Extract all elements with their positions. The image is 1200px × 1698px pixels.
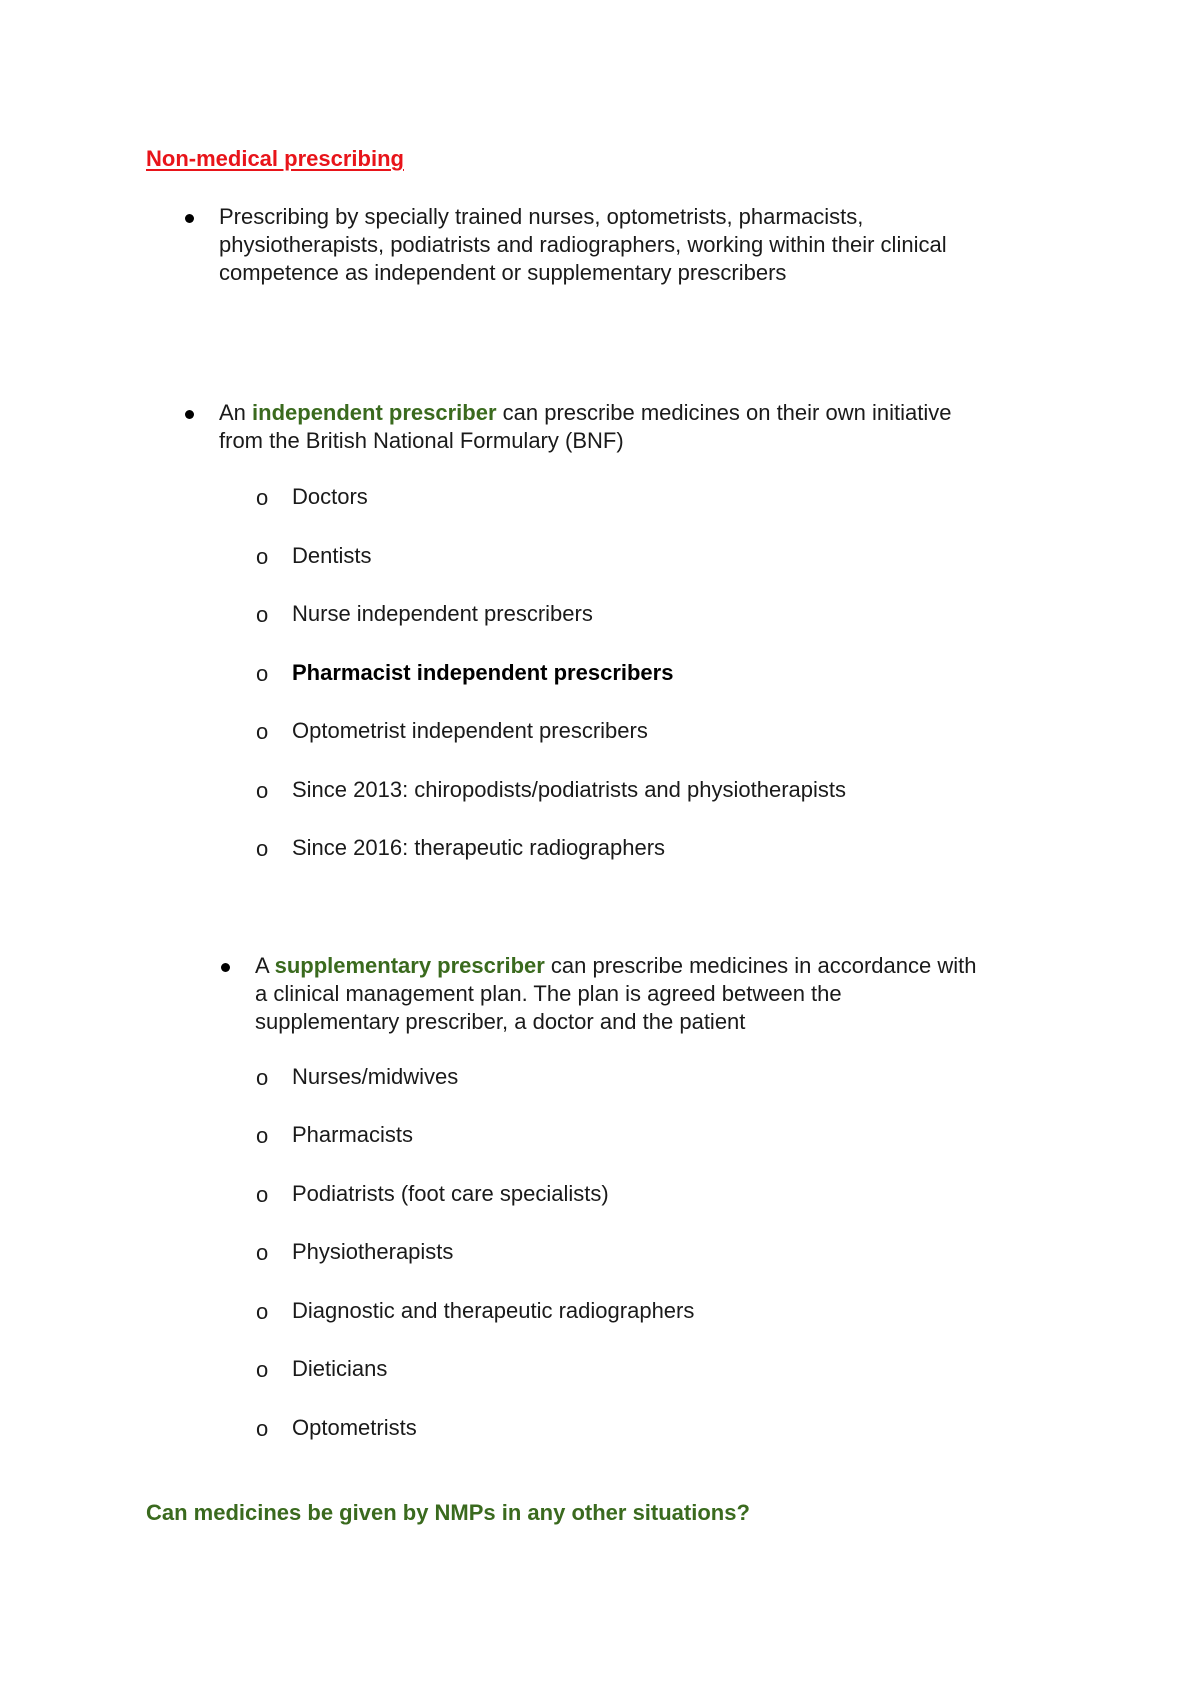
list-item: Diagnostic and therapeutic radiographers <box>292 1298 695 1323</box>
text-line: from the British National Formulary (BNF) <box>219 428 624 453</box>
page-title: Non-medical prescribing <box>146 146 404 171</box>
sub-bullet-marker: o <box>256 602 269 627</box>
sub-bullet-marker: o <box>256 836 269 861</box>
bullet-independent-prescriber <box>219 399 951 455</box>
text-line: competence as independent or supplementary prescribers <box>219 260 787 285</box>
list-item: Pharmacist independent prescribers <box>292 660 674 685</box>
sub-bullet-marker: o <box>256 778 269 803</box>
text-run: An <box>219 400 253 425</box>
sub-bullet-marker: o <box>256 719 269 744</box>
list-item: Podiatrists (foot care specialists) <box>292 1181 609 1206</box>
list-item: Dieticians <box>292 1356 388 1381</box>
sub-bullet-marker: o <box>256 661 269 686</box>
list-item: Nurse independent prescribers <box>292 601 593 626</box>
sub-bullet-marker: o <box>256 1416 269 1441</box>
list-item: Physiotherapists <box>292 1239 454 1264</box>
bullet-marker <box>185 410 194 419</box>
list-item: Since 2013: chiropodists/podiatrists and physiotherapists <box>292 777 846 802</box>
text-line: supplementary prescriber, a doctor and the patient <box>255 1009 746 1034</box>
section-heading-question: Can medicines be given by NMPs in any other situations? <box>146 1500 750 1525</box>
sub-bullet-marker: o <box>256 1123 269 1148</box>
text-run: can prescribe medicines in accordance with <box>544 953 977 978</box>
term-independent-prescriber: independent prescriber <box>252 400 497 425</box>
term-supplementary-prescriber: supplementary prescriber <box>274 953 545 978</box>
text-run: A <box>255 953 275 978</box>
sub-bullet-marker: o <box>256 1065 269 1090</box>
list-item: Since 2016: therapeutic radiographers <box>292 835 666 860</box>
bullet-marker <box>185 214 194 223</box>
bullet-supplementary-prescriber <box>255 952 976 1036</box>
list-item: Optometrist independent prescribers <box>292 718 648 743</box>
text-run: can prescribe medicines on their own initiative <box>496 400 952 425</box>
sub-bullet-marker: o <box>256 1182 269 1207</box>
text-line: physiotherapists, podiatrists and radiographers, working within their clinical <box>219 232 947 257</box>
sub-bullet-marker: o <box>256 485 269 510</box>
list-item: Pharmacists <box>292 1122 414 1147</box>
list-item: Doctors <box>292 484 368 509</box>
bullet-nmp-definition <box>219 203 947 287</box>
list-item: Optometrists <box>292 1415 417 1440</box>
text-line: Prescribing by specially trained nurses, optometrists, pharmacists, <box>219 204 864 229</box>
sub-bullet-marker: o <box>256 1240 269 1265</box>
sub-bullet-marker: o <box>256 544 269 569</box>
sub-bullet-marker: o <box>256 1357 269 1382</box>
text-line: a clinical management plan. The plan is agreed between the <box>255 981 842 1006</box>
bullet-marker <box>221 963 230 972</box>
sub-bullet-marker: o <box>256 1299 269 1324</box>
list-item: Dentists <box>292 543 372 568</box>
list-item: Nurses/midwives <box>292 1064 459 1089</box>
